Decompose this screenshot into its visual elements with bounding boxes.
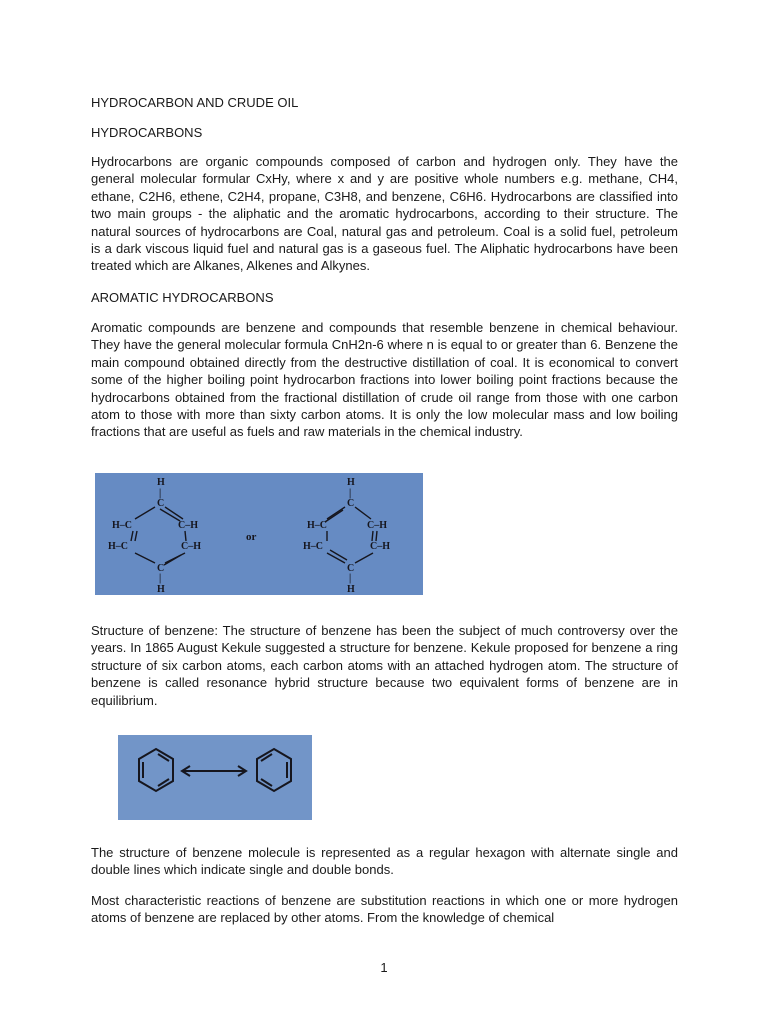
section-heading-aromatic: AROMATIC HYDROCARBONS [91,290,274,305]
page-number: 1 [380,960,388,975]
paragraph-reactions: Most characteristic reactions of benzene are substitution reactions in which one or more hydrogen atoms of benzene are replaced by other atoms. From the knowledge of chemical [91,893,678,926]
atom-h-bottom-left: H [157,584,165,595]
group-ch-upper-right: C–H [367,520,387,531]
atom-h-top-right: H [347,477,355,488]
paragraph-structure-of-benzene: Structure of benzene: The structure of benzene has been the subject of much controversy over the years. In 1865 August Kekule suggested a structure for benzene. Kekule proposed for benzene a ring structure of six carbon atoms, each carbon atoms with an attached hydrogen atom. The structure of benzene is called resonance hybrid structure because two equivalent forms of benzene are in equilibrium. [91,623,678,708]
benzene-kekule-structures-figure [95,473,423,595]
paragraph-hexagon: The structure of benzene molecule is represented as a regular hexagon with alternate single and double lines which indicate single and double bonds. [91,845,678,878]
bond-bottom-left: | [159,573,162,584]
atom-h-bottom-right: H [347,584,355,595]
bond-bottom-right: | [349,573,352,584]
bond-top-left: | [159,488,162,499]
paragraph-aromatic: Aromatic compounds are benzene and compounds that resemble benzene in chemical behaviour. They have the general molecular formula CnH2n-6 where n is equal to or greater than 6. Benzene the main compound obtained directly from the destructive distillation of coal. It is economical to convert some of the higher boiling point hydrocarbon fractions into lower boiling point fractions because the hydrocarbons obtained from the fractional distillation of crude oil range from those with one carbon atom to those with more than sixty carbon atoms. It is only the low molecular mass and low boiling fractions that are useful as fuels and raw materials in the chemical industry. [91,320,678,440]
document-title: HYDROCARBON AND CRUDE OIL [91,95,299,110]
group-hc-lower-left: H–C [108,541,128,552]
group-ch-upper-left: C–H [178,520,198,531]
paragraph-hydrocarbons: Hydrocarbons are organic compounds composed of carbon and hydrogen only. They have the general molecular formular CxHy, where x and y are positive whole numbers e.g. methane, CH4, ethane, C2H6, ethene, C2H4, propane, C3H8, and benzene, C6H6. Hydrocarbons are classified into two main groups - the aliphatic and the aromatic hydrocarbons, according to their structure. The natural sources of hydrocarbons are Coal, natural gas and petroleum. Coal is a solid fuel, petroleum is a dark viscous liquid fuel and natural gas is a gaseous fuel. The Aliphatic hydrocarbons have been treated which are Alkanes, Alkenes and Alkynes. [91,154,678,274]
atom-c-top-right: C [347,498,355,509]
atom-h-top-left: H [157,477,165,488]
group-hc-upper-right: H–C [307,520,327,531]
atom-c-bottom-right: C [347,563,355,574]
atom-c-top-left: C [157,498,165,509]
group-ch-lower-right: C–H [370,541,390,552]
atom-c-bottom-left: C [157,563,165,574]
group-hc-lower-right: H–C [303,541,323,552]
section-heading-hydrocarbons: HYDROCARBONS [91,125,203,140]
bond-top-right: | [349,488,352,499]
benzene-resonance-figure [118,735,312,820]
group-ch-lower-left: C–H [181,541,201,552]
group-hc-upper-left: H–C [112,520,132,531]
connector-or: or [246,531,257,543]
